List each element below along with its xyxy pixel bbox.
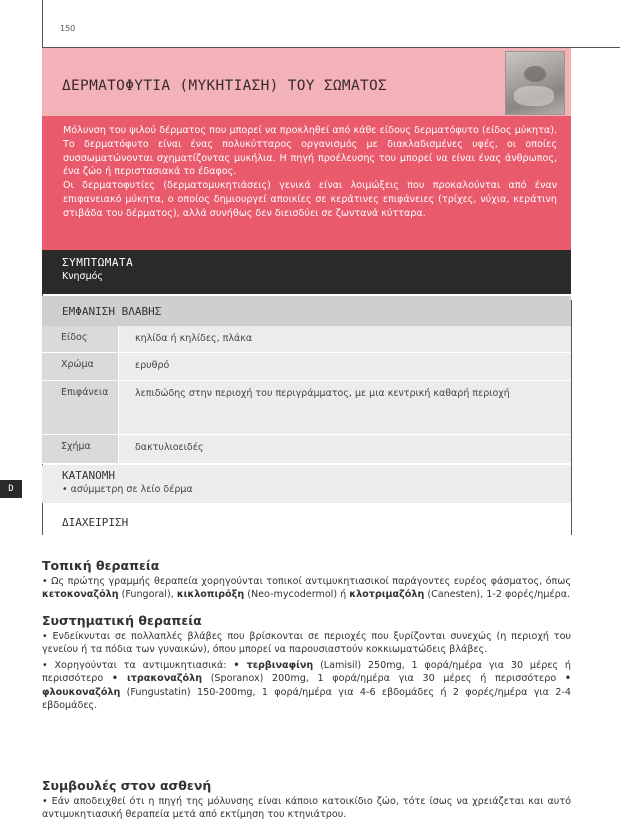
topical-heading: Τοπική θεραπεία — [42, 558, 160, 573]
table-row — [42, 326, 571, 353]
intro-paragraph-1: Μόλυνση του ψιλού δέρματος που μπορεί να προκληθεί από κάθε είδους δερματόφυτο (είδος μύκητα). Το δερματόφυτο είναι ένας πολυκύτταρος οργανισμός με διακλαδισμένες υφές, οι οποίες συσσωματώνονται σχηματίζοντας μυκήλια. Η πηγή προέλευσης του μπορεί να είναι ένας άνθρωπος, ένα ζώο ή περιστασιακά το έδαφος. — [63, 125, 557, 178]
distribution-text: • ασύμμετρη σε λείο δέρμα — [62, 484, 193, 495]
distribution-box — [42, 465, 571, 503]
drug-name: κλοτριμαζόλη — [349, 589, 425, 601]
topical-text: • Ως πρώτης γραμμής θεραπεία χορηγούνται τοπικοί αντιμυκητιασικοί παράγοντες ευρέος φάσματος, όπως κετοκοναζόλη (Fungoral), κικλοπιρόξη (Neo-mycodermol) ή κλοτριμαζόλη (Canesten), 1-2 φορές/ημέρα. — [42, 576, 571, 601]
page-number: 150 — [60, 24, 76, 33]
advice-section — [42, 778, 571, 822]
symptoms-text: Κνησμός — [62, 271, 104, 282]
row-value: λεπιδώδης στην περιοχή του περιγράμματος, με μια κεντρική καθαρή περιοχή — [119, 381, 571, 434]
row-label: Χρώμα — [42, 353, 119, 380]
systemic-text-1: • Ενδείκνυται σε πολλαπλές βλάβες που βρίσκονται σε περιοχές που ξυρίζονται συνεχώς (η περιοχή του γενείου ή τα πόδια των γυναικών), όπου μπορεί να παρουσιαστούν κοκκιωματώδεις βλάβες. — [42, 631, 571, 656]
drug-name: • τερβιναφίνη — [233, 659, 314, 671]
systemic-section — [42, 613, 571, 712]
symptoms-heading: ΣΥΜΠΤΩΜΑΤΑ — [62, 256, 134, 269]
management-heading: ΔΙΑΧΕΙΡΙΣΗ — [62, 516, 129, 529]
page-title: ΔΕΡΜΑΤΟΦΥΤΙΑ (ΜΥΚΗΤΙΑΣΗ) ΤΟΥ ΣΩΜΑΤΟΣ — [62, 78, 388, 94]
intro-paragraph-2: Οι δερματοφυτίες (δερματομυκητιάσεις) γενικά είναι λοιμώξεις που προκαλούνται από έναν επιφανειακό μύκητα, ο οποίος δημιουργεί αποικίες σε κεράτινες επιφάνειες (τρίχες, νύχια, κεράτινη στιβάδα του δέρματος), αλλά συνήθως δεν διεισδύει σε ζωντανά κύτταρα. — [63, 180, 557, 219]
row-label: Είδος — [42, 326, 119, 352]
advice-heading: Συμβουλές στον ασθενή — [42, 778, 212, 793]
drug-name: • ιτρακοναζόλη — [111, 673, 203, 685]
lesion-heading: ΕΜΦΑΝΙΣΗ ΒΛΑΒΗΣ — [42, 296, 571, 326]
systemic-text-2: • Χορηγούνται τα αντιμυκητιασικά: • τερβιναφίνη (Lamisil) 250mg, 1 φορά/ημέρα για 30 μέρες ή περισσότερο • ιτρακοναζόλη (Sporanox) 200mg, 1 φορά/ημέρα για 30 μέρες ή περισσότερο • φλουκοναζόλη (Fungustatin) 150-200mg, 1 φορά/ημέρα για 4-6 εβδομάδες ή 2 φορές/ημέρα για 2-4 εβδομάδες. — [42, 659, 571, 712]
symptoms-box — [42, 250, 571, 294]
table-row — [42, 435, 571, 464]
row-value: δακτυλιοειδές — [119, 435, 571, 463]
right-rule — [571, 300, 572, 535]
clinical-photo — [505, 51, 565, 115]
row-label: Σχήμα — [42, 435, 119, 463]
drug-name: κικλοπιρόξη — [176, 589, 245, 601]
chapter-tab: D — [0, 480, 22, 498]
drug-name: • φλουκοναζόλη — [42, 673, 571, 698]
systemic-heading: Συστηματική θεραπεία — [42, 613, 202, 628]
row-label: Επιφάνεια — [42, 381, 119, 434]
intro-box — [42, 116, 571, 250]
table-row — [42, 381, 571, 435]
topical-section — [42, 558, 571, 602]
title-band — [42, 48, 571, 116]
row-value: ερυθρό — [119, 353, 571, 380]
lesion-table — [42, 326, 571, 464]
row-value: κηλίδα ή κηλίδες, πλάκα — [119, 326, 571, 352]
advice-text: • Εάν αποδειχθεί ότι η πηγή της μόλυνσης είναι κάποιο κατοικίδιο ζώο, τότε ίσως να χρειάζεται και αυτό αντιμυκητιασική θεραπεία μετά από εκτίμηση του κτηνιάτρου. — [42, 796, 571, 821]
drug-name: κετοκοναζόλη — [42, 589, 119, 601]
table-row — [42, 353, 571, 381]
distribution-heading: ΚΑΤΑΝΟΜΗ — [62, 469, 115, 482]
